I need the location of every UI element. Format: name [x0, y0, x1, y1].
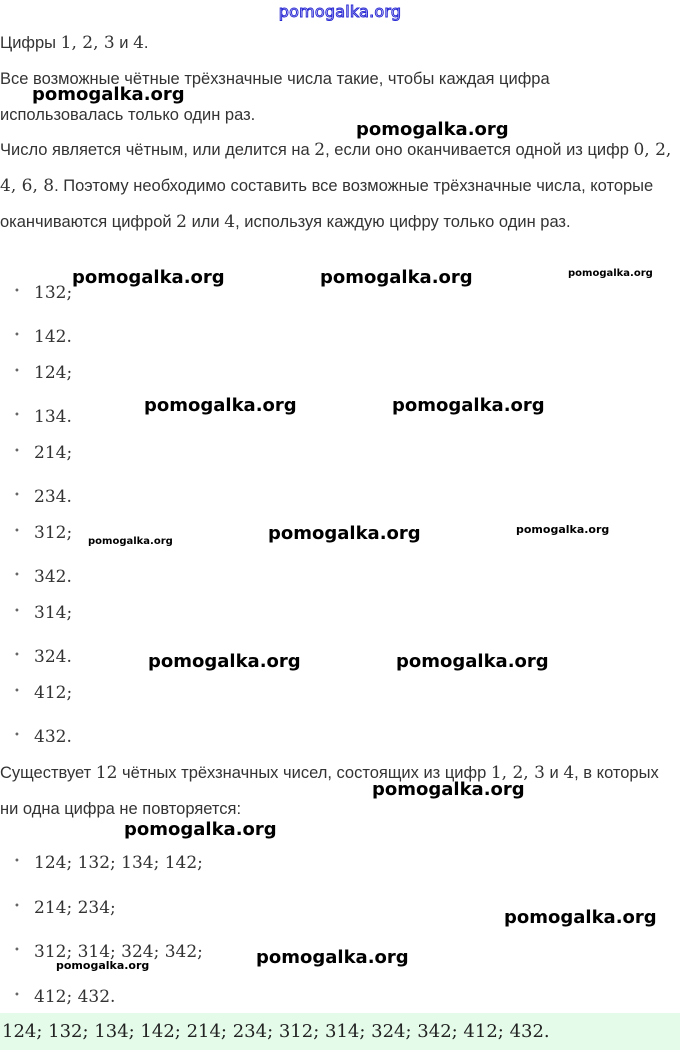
list-item: [14, 940, 203, 964]
list-item-text: 124;: [34, 363, 73, 383]
bullet-icon: [14, 653, 20, 659]
given-digits-1: 1, 2, 3: [60, 33, 115, 53]
given-line: [0, 25, 676, 61]
list-item-text: 124; 132; 134; 142;: [34, 853, 203, 873]
explanation-text-2: , если оно оканчивается одной из цифр: [325, 141, 634, 159]
list-item-text: 214;: [34, 443, 73, 463]
list-item: [14, 281, 72, 305]
explanation-num-4: 4: [224, 212, 236, 232]
list-item: [14, 325, 72, 349]
watermark: pomogalka.org: [568, 268, 653, 279]
bullet-icon: [14, 413, 20, 419]
site-watermark-header: pomogalka.org: [278, 2, 402, 21]
bullet-icon: [14, 733, 20, 739]
bullet-icon: [14, 859, 20, 865]
explanation-text-5: , используя каждую цифру только один раз.: [235, 213, 571, 231]
list-item: [14, 521, 72, 545]
explanation-num-1: 2: [314, 140, 326, 160]
bullet-icon: [14, 529, 20, 535]
list-item-text: 234.: [34, 487, 72, 507]
watermark: pomogalka.org: [516, 523, 610, 536]
list-item: [14, 405, 72, 429]
bullet-icon: [14, 573, 20, 579]
explanation-num-3: 2: [176, 212, 187, 232]
list-item-text: 142.: [34, 327, 72, 347]
bullet-icon: [14, 689, 20, 695]
summary-text-1: Существует: [0, 764, 96, 782]
summary-num-1: 12: [95, 763, 118, 783]
list-item: [14, 681, 72, 705]
explanation-text-4: или: [187, 213, 225, 231]
explanation-paragraph: [0, 132, 676, 240]
list-item: [14, 485, 72, 509]
watermark: pomogalka.org: [148, 651, 301, 672]
explanation-text-1: Число является чётным, или делится на: [0, 141, 315, 159]
watermark: pomogalka.org: [504, 907, 657, 928]
bullet-icon: [14, 609, 20, 615]
list-item-text: 132;: [34, 283, 73, 303]
summary-num-2: 1, 2, 3: [490, 763, 545, 783]
list-item: [14, 725, 72, 749]
watermark: pomogalka.org: [32, 84, 185, 105]
task-paragraph: Все возможные чётные трёхзначные числа такие, чтобы каждая цифра использовалась только один раз.: [0, 70, 550, 124]
list-item-text: 214; 234;: [34, 898, 116, 918]
watermark: pomogalka.org: [268, 523, 421, 544]
watermark: pomogalka.org: [144, 395, 297, 416]
given-digit-4: 4: [133, 33, 144, 53]
list-item-text: 342.: [34, 567, 72, 587]
list-item-text: 312;: [34, 523, 73, 543]
list-item-text: 432.: [34, 727, 72, 747]
list-item-text: 312; 314; 324; 342;: [34, 942, 203, 962]
list-item-text: 314;: [34, 603, 73, 623]
bullet-icon: [14, 289, 20, 295]
watermark: pomogalka.org: [56, 959, 150, 972]
bullet-icon: [14, 948, 20, 954]
given-text-2: и: [114, 34, 134, 52]
list-item: [14, 645, 72, 669]
explanation-text-3: . Поэтому необходимо составить все возможные трёхзначные числа, которые оканчиваются цифрой: [0, 177, 654, 231]
watermark: pomogalka.org: [256, 947, 409, 968]
summary-num-3: 4: [563, 763, 575, 783]
summary-text-3: и: [544, 764, 564, 782]
watermark: pomogalka.org: [396, 651, 549, 672]
watermark: pomogalka.org: [356, 119, 509, 140]
bullet-icon: [14, 993, 20, 999]
watermark: pomogalka.org: [372, 779, 525, 800]
list-item-text: 412;: [34, 683, 73, 703]
summary-paragraph: [0, 755, 676, 827]
list-item-text: 134.: [34, 407, 72, 427]
answer-box: 124; 132; 134; 142; 214; 234; 312; 314; 324; 342; 412; 432.: [0, 1013, 680, 1050]
summary-text-2: чётных трёхзначных чисел, состоящих из цифр: [117, 764, 491, 782]
bullet-icon: [14, 449, 20, 455]
watermark: pomogalka.org: [72, 267, 225, 288]
list-item: [14, 851, 203, 875]
explanation-num-2: 0, 2, 4, 6, 8: [0, 140, 672, 196]
list-item: [14, 361, 72, 385]
bullet-icon: [14, 904, 20, 910]
given-text-1: Цифры: [0, 34, 61, 52]
bullet-icon: [14, 493, 20, 499]
watermark: pomogalka.org: [124, 819, 277, 840]
list-item: [14, 565, 72, 589]
summary-text-4: , в которых ни одна цифра не повторяется:: [0, 764, 659, 818]
list-item-text: 412; 432.: [34, 987, 116, 1007]
list-item-text: 324.: [34, 647, 72, 667]
list-item: [14, 896, 116, 920]
bullet-icon: [14, 333, 20, 339]
list-item: [14, 441, 72, 465]
watermark: pomogalka.org: [320, 267, 473, 288]
given-text-3: .: [143, 34, 149, 52]
list-item: [14, 985, 115, 1009]
watermark: pomogalka.org: [88, 536, 173, 547]
list-item: [14, 601, 72, 625]
watermark: pomogalka.org: [392, 395, 545, 416]
bullet-icon: [14, 369, 20, 375]
